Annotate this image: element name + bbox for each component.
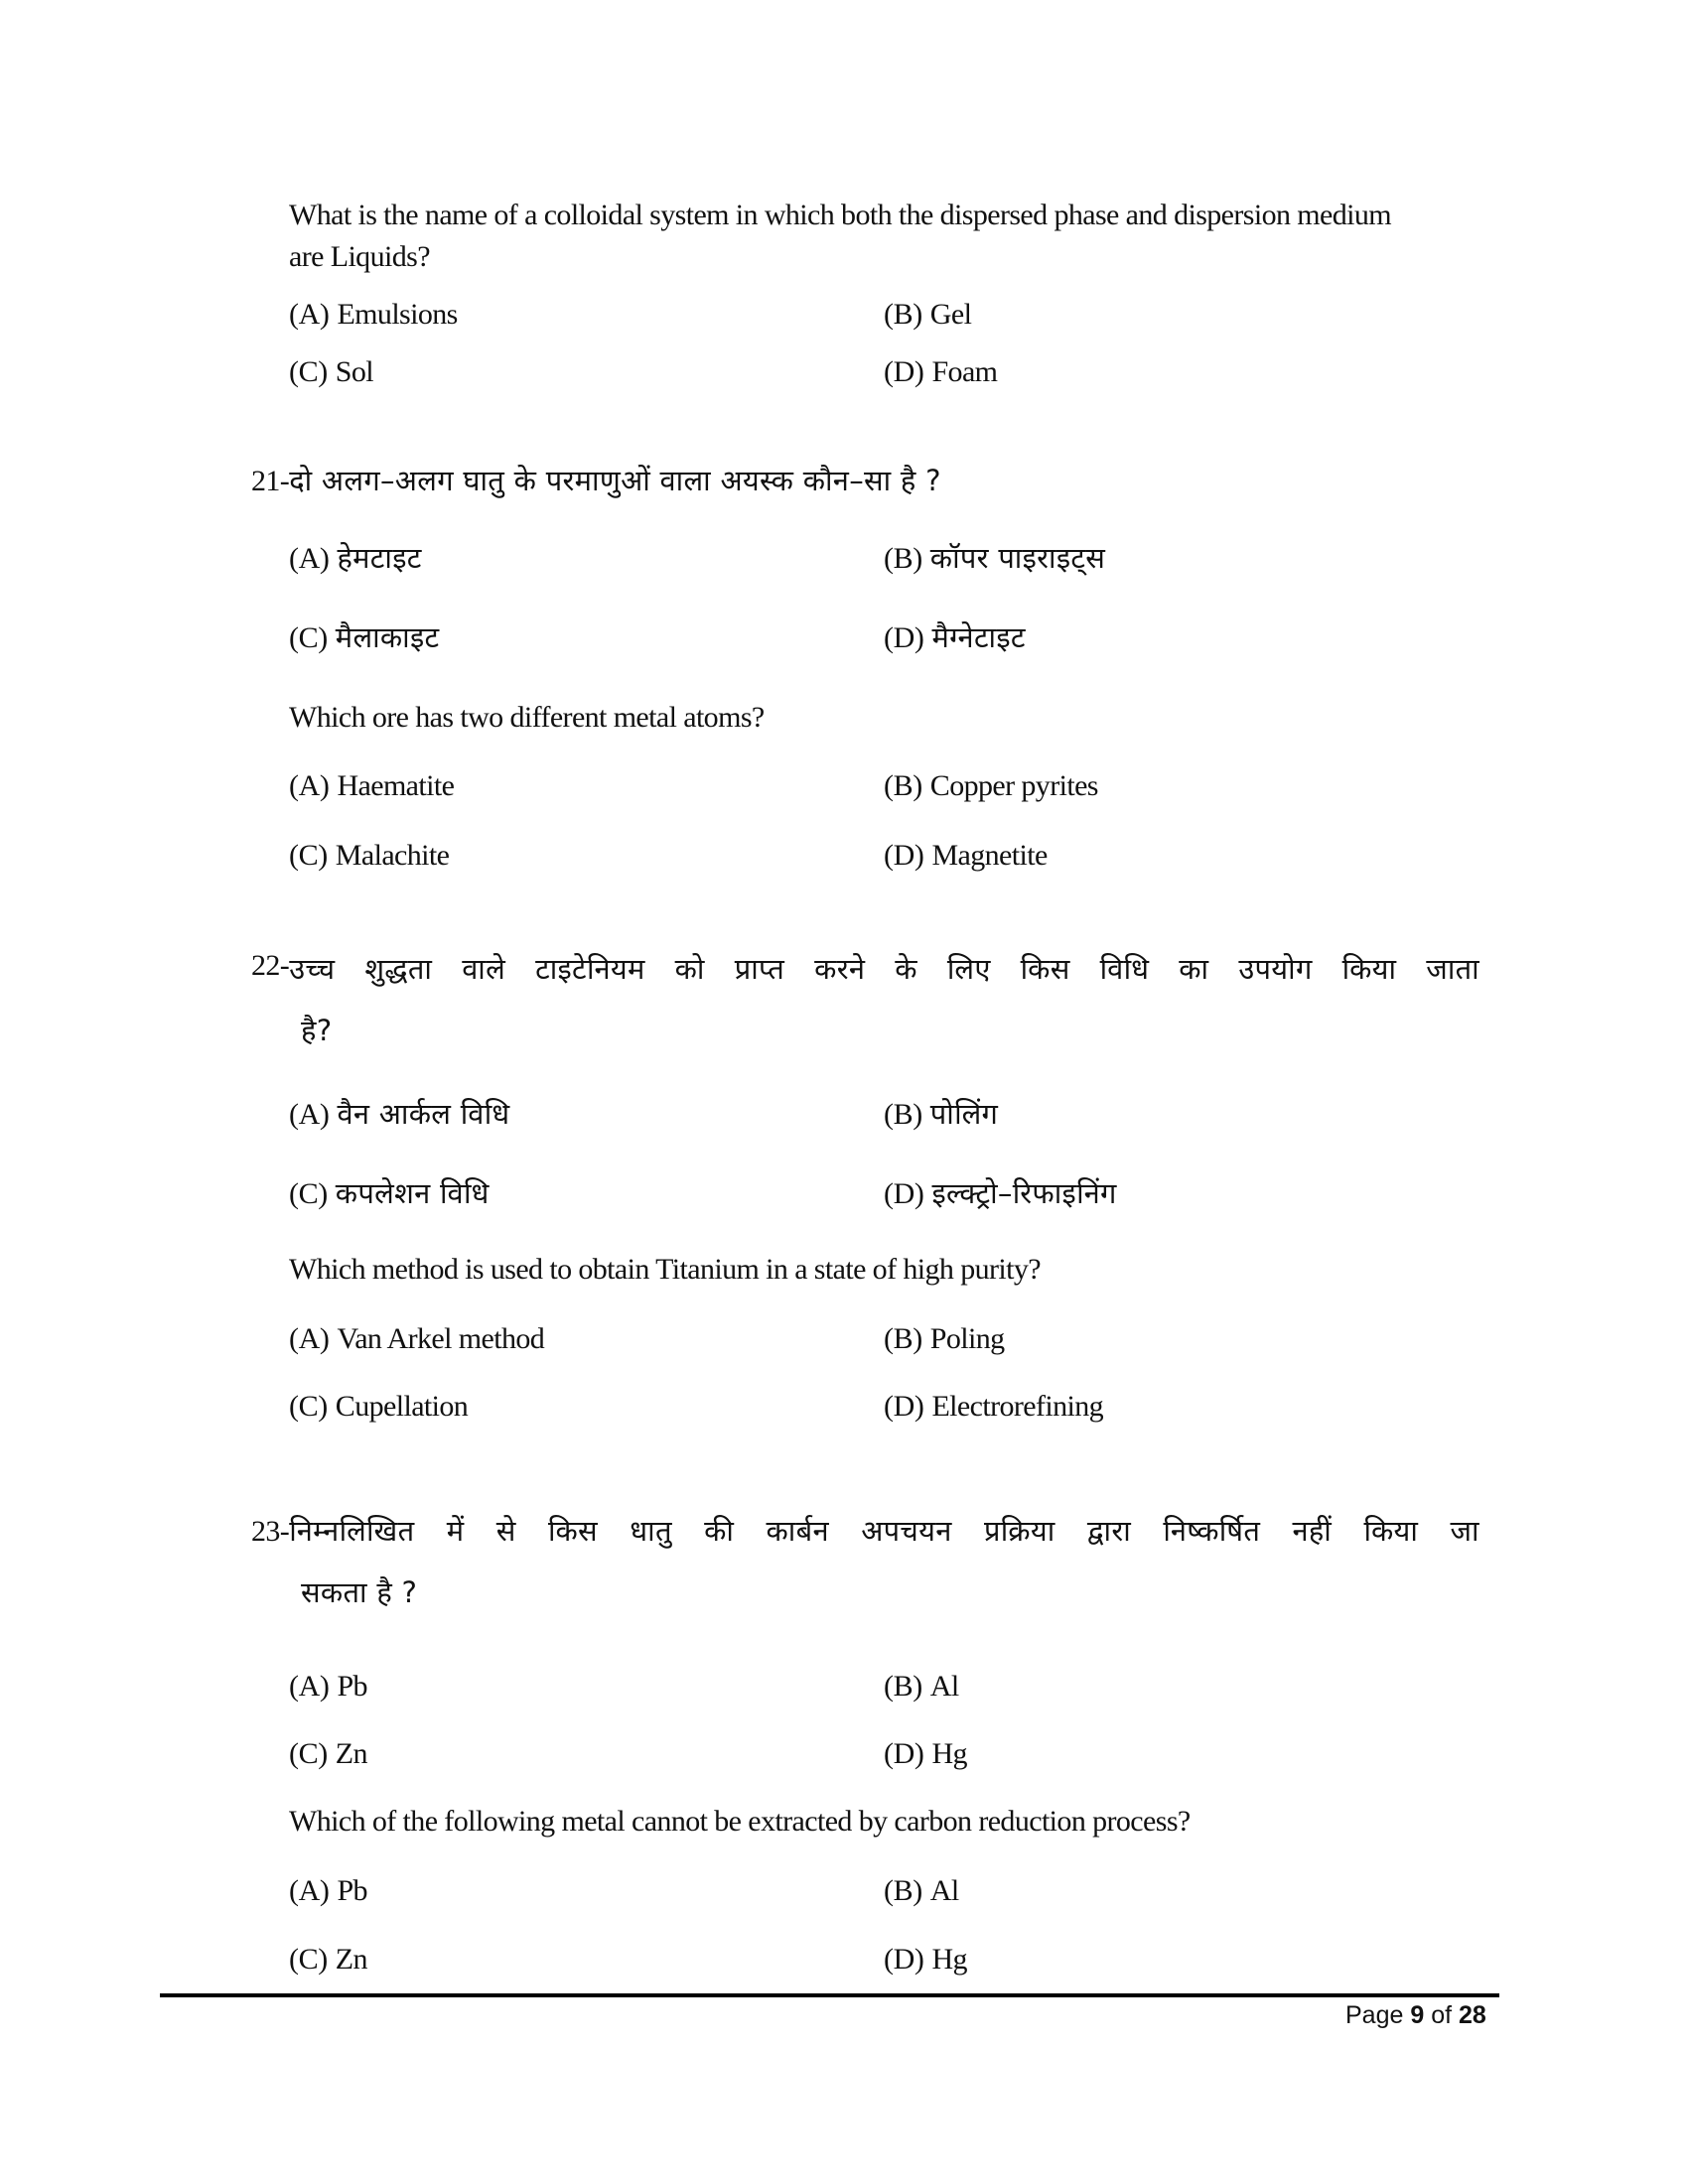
q22-hindi-question-line1: 22- उच्च शुद्धता वाले टाइटेनियम को प्राप्त करने के लिए किस विधि का उपयोग किया जाता <box>251 949 1479 986</box>
q22-hindi-option-c: (C) कपलेशन विधि <box>289 1176 490 1210</box>
q23-hindi-question-line2: सकता है ? <box>301 1575 418 1609</box>
q22-hindi-option-a: (A) वैन आर्कल विधि <box>289 1097 510 1131</box>
footer-divider <box>160 1993 1499 1997</box>
q21-option-c: (C) Malachite <box>289 839 450 872</box>
q23-hindi-option-d: (D) Hg <box>884 1737 967 1770</box>
q23-option-a: (A) Pb <box>289 1874 367 1907</box>
q20-english-line2: are Liquids? <box>289 240 430 273</box>
q22-number: 22- <box>251 949 290 982</box>
q20-option-a: (A) Emulsions <box>289 298 458 331</box>
q23-option-c: (C) Zn <box>289 1943 367 1976</box>
q22-hindi-option-d: (D) इल्क्ट्रो–रिफाइनिंग <box>884 1176 1117 1210</box>
q21-number: 21- <box>251 465 290 497</box>
q21-hindi-option-d: (D) मैग्नेटाइट <box>884 620 1026 654</box>
q22-hindi-question-line2: है? <box>301 1014 333 1047</box>
q20-option-c: (C) Sol <box>289 355 374 388</box>
q23-hindi-option-a: (A) Pb <box>289 1670 367 1703</box>
q22-option-d: (D) Electrorefining <box>884 1390 1104 1423</box>
q21-option-a: (A) Haematite <box>289 769 455 802</box>
q21-hindi-question <box>251 461 941 499</box>
q21-hindi-option-c: (C) मैलाकाइट <box>289 620 440 654</box>
q22-option-b: (B) Poling <box>884 1322 1005 1355</box>
q22-hindi-option-b: (B) पोलिंग <box>884 1097 999 1131</box>
q22-english-question: Which method is used to obtain Titanium in a state of high purity? <box>289 1253 1041 1286</box>
q21-hindi-option-a: (A) हेमटाइट <box>289 541 422 575</box>
q21-option-b: (B) Copper pyrites <box>884 769 1098 802</box>
q21-hindi-option-b: (B) कॉपर पाइराइट्स <box>884 541 1106 575</box>
q23-hindi-option-c: (C) Zn <box>289 1737 367 1770</box>
q21-option-d: (D) Magnetite <box>884 839 1048 872</box>
q23-number: 23- <box>251 1515 290 1548</box>
q23-option-b: (B) Al <box>884 1874 959 1907</box>
page-number: Page 9 of 28 <box>1345 2001 1486 2029</box>
q20-option-b: (B) Gel <box>884 298 972 331</box>
q21-hindi-text: दो अलग–अलग घातु के परमाणुओं वाला अयस्क कौन–सा है ? <box>289 464 941 497</box>
q23-option-d: (D) Hg <box>884 1943 967 1976</box>
q23-english-question: Which of the following metal cannot be extracted by carbon reduction process? <box>289 1805 1191 1838</box>
q22-option-c: (C) Cupellation <box>289 1390 469 1423</box>
q22-option-a: (A) Van Arkel method <box>289 1322 545 1355</box>
q23-hindi-question-line1: 23-निम्नलिखित में से किस धातु की कार्बन अपचयन प्रक्रिया द्वारा निष्कर्षित नहीं किया जा <box>251 1514 1479 1548</box>
q20-option-d: (D) Foam <box>884 355 998 388</box>
q21-english-question: Which ore has two different metal atoms? <box>289 701 765 734</box>
q23-hindi-option-b: (B) Al <box>884 1670 959 1703</box>
q20-english-line1: What is the name of a colloidal system in which both the dispersed phase and dispersion medium <box>289 199 1392 231</box>
